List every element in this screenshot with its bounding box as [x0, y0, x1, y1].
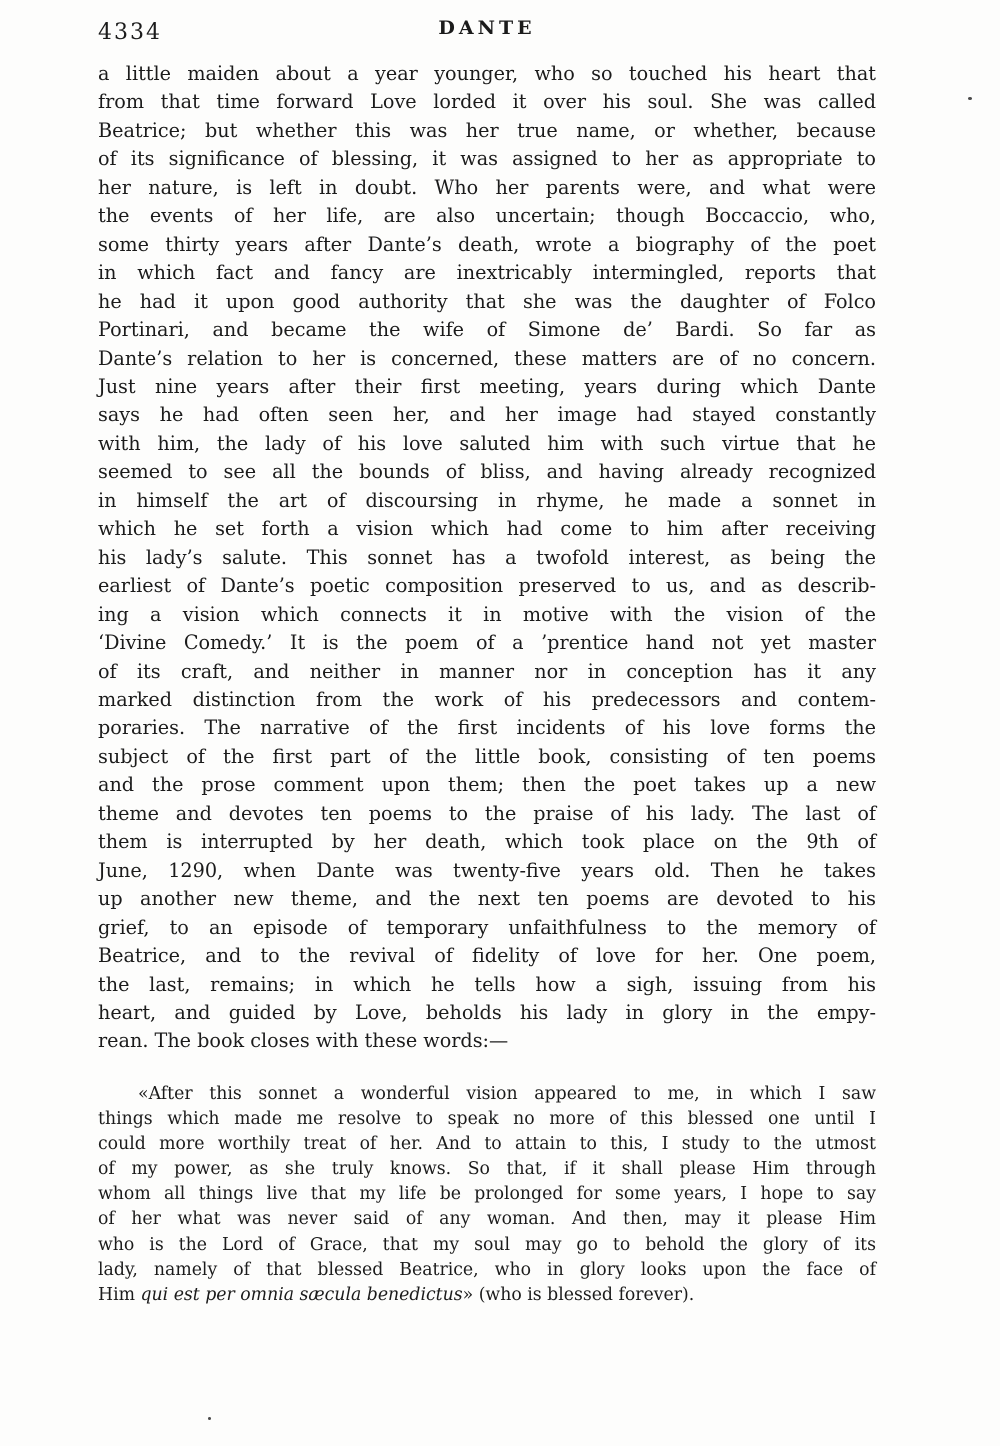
body-paragraph-line: Beatrice, and to the revival of fidelity of love for her. One poem, — [98, 944, 876, 968]
body-paragraph-line: earliest of Dante’s poetic composition preserved to us, and as describ- — [98, 574, 876, 598]
quote-paragraph-line: of her what was never said of any woman. And then, may it please Him — [98, 1209, 876, 1230]
body-paragraph-line: marked distinction from the work of his predecessors and contem- — [98, 687, 876, 711]
body-paragraph-line: ing a vision which connects it in motive with the vision of the — [98, 602, 876, 626]
body-paragraph-line: he had it upon good authority that she was the daughter of Folco — [98, 289, 876, 313]
body-paragraph-line: rean. The book closes with these words:— — [98, 1029, 509, 1053]
body-paragraph-line: of its craft, and neither in manner nor in conception has it any — [98, 659, 876, 683]
body-paragraph-line: with him, the lady of his love saluted him with such virtue that he — [98, 431, 876, 455]
quote-paragraph-line: whom all things live that my life be prolonged for some years, I hope to say — [98, 1184, 876, 1205]
body-paragraph-line: Just nine years after their first meeting, years during which Dante — [98, 374, 876, 398]
body-paragraph-line: in which fact and fancy are inextricably intermingled, reports that — [98, 261, 876, 285]
body-paragraph-line: the last, remains; in which he tells how a sigh, issuing from his — [98, 972, 876, 996]
quote-text: » (who is blessed forever). — [462, 1284, 695, 1305]
body-paragraph-line: Beatrice; but whether this was her true name, or whether, because — [98, 118, 876, 142]
body-paragraph-line: her nature, is left in doubt. Who her parents were, and what were — [98, 175, 876, 199]
body-paragraph-line: poraries. The narrative of the first incidents of his love forms the — [98, 716, 876, 740]
body-paragraph-line: grief, to an episode of temporary unfaithfulness to the memory of — [98, 915, 876, 939]
quote-paragraph-line: could more worthily treat of her. And to attain to this, I study to the utmost — [98, 1134, 876, 1155]
page-number: 4334 — [98, 20, 162, 45]
quote-text: Him — [98, 1284, 141, 1305]
quote-paragraph-line: things which made me resolve to speak no more of this blessed one until I — [98, 1109, 876, 1130]
body-paragraph-line: Dante’s relation to her is concerned, these matters are of no concern. — [98, 346, 876, 370]
quote-paragraph — [98, 1082, 876, 1308]
quote-paragraph-line — [98, 1283, 876, 1308]
body-paragraph-line: theme and devotes ten poems to the praise of his lady. The last of — [98, 801, 876, 825]
body-paragraph — [98, 60, 876, 1056]
body-paragraph-line: some thirty years after Dante’s death, wrote a biography of the poet — [98, 232, 876, 256]
body-paragraph-line: from that time forward Love lorded it over his soul. She was called — [98, 90, 876, 114]
body-paragraph-line: and the prose comment upon them; then the poet takes up a new — [98, 773, 876, 797]
body-paragraph-line: June, 1290, when Dante was twenty-five years old. Then he takes — [98, 858, 876, 882]
body-paragraph-line: of its significance of blessing, it was assigned to her as appropriate to — [98, 147, 876, 171]
quote-paragraph-line: lady, namely of that blessed Beatrice, who in glory looks upon the face of — [98, 1259, 876, 1280]
body-paragraph-line: up another new theme, and the next ten poems are devoted to his — [98, 887, 876, 911]
body-paragraph-line: subject of the first part of the little book, consisting of ten poems — [98, 744, 876, 768]
scan-speck — [208, 1417, 211, 1420]
quote-paragraph-line: «After this sonnet a wonderful vision appeared to me, in which I saw — [138, 1084, 876, 1104]
body-paragraph-line: ‘Divine Comedy.’ It is the poem of a ’prentice hand not yet master — [98, 631, 876, 655]
body-paragraph-line: Portinari, and became the wife of Simone de’ Bardi. So far as — [98, 318, 876, 342]
body-paragraph-line: says he had often seen her, and her image had stayed constantly — [98, 403, 876, 427]
body-paragraph-line: them is interrupted by her death, which took place on the 9th of — [98, 830, 876, 854]
body-paragraph-line: the events of her life, are also uncertain; though Boccaccio, who, — [98, 204, 876, 228]
quote-paragraph-line: who is the Lord of Grace, that my soul may go to behold the glory of its — [98, 1234, 876, 1255]
body-paragraph-line: in himself the art of discoursing in rhyme, he made a sonnet in — [98, 488, 876, 512]
running-title: DANTE — [438, 17, 536, 39]
body-paragraph-line: his lady’s salute. This sonnet has a twofold interest, as being the — [98, 545, 876, 569]
quote-paragraph-line: of my power, as she truly knows. So that, if it shall please Him through — [98, 1159, 876, 1180]
latin-italic-text: qui est per omnia sæcula benedictus — [140, 1284, 463, 1305]
body-paragraph-line: seemed to see all the bounds of bliss, and having already recognized — [98, 460, 876, 484]
body-paragraph-line: which he set forth a vision which had come to him after receiving — [98, 517, 876, 541]
body-paragraph-line: a little maiden about a year younger, who so touched his heart that — [98, 62, 876, 85]
scan-speck — [968, 97, 972, 100]
body-paragraph-line: heart, and guided by Love, beholds his lady in glory in the empy- — [98, 1000, 876, 1024]
